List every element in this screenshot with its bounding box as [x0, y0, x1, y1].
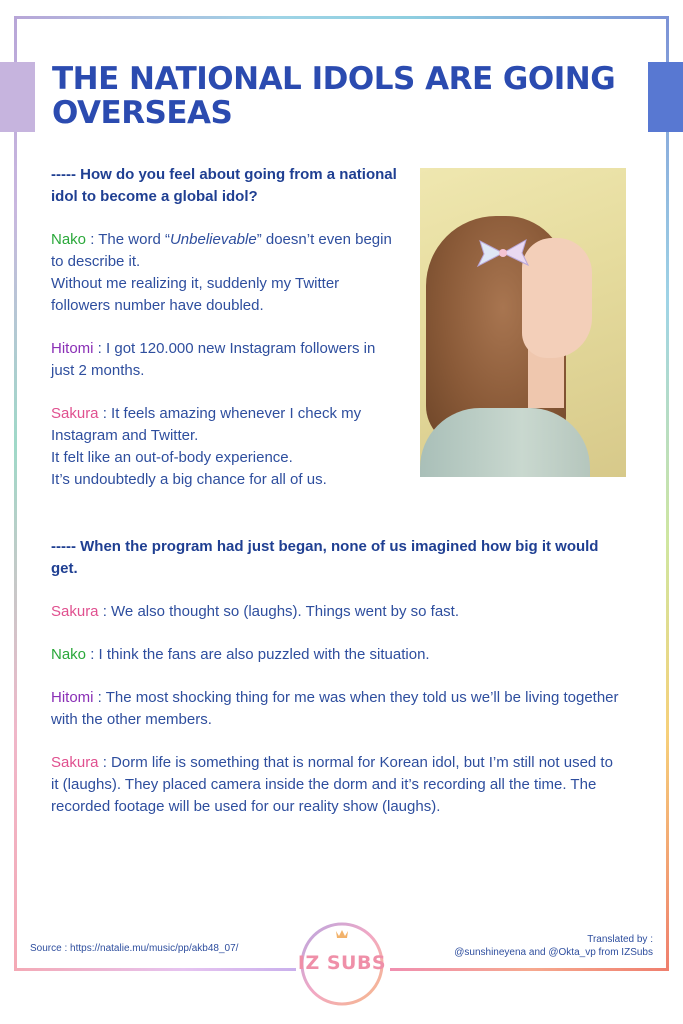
izsubs-logo — [297, 919, 387, 1009]
source-citation: Source : https://natalie.mu/music/pp/akb48_07/ — [30, 943, 239, 954]
hair-bow-icon — [476, 238, 530, 268]
answer-text: I think the fans are also puzzled with the situation. — [98, 646, 430, 663]
answer-text: We also thought so (laughs). Things went by so fast. — [111, 603, 460, 620]
answer-hitomi-2 — [51, 687, 621, 731]
speaker-nako: Nako — [51, 646, 87, 663]
answer-nako-2 — [51, 644, 621, 666]
answer-text-post: ” doesn’t even begin to describe it. — [51, 231, 392, 270]
answer-text-line-3: It’s undoubtedly a big chance for all of us. — [51, 471, 327, 488]
speaker-separator: : — [86, 231, 99, 248]
speaker-hitomi: Hitomi — [51, 689, 94, 706]
speaker-separator: : — [86, 646, 99, 663]
answer-sakura-3 — [51, 752, 621, 818]
answer-text: I got 120.000 new Instagram followers in just 2 months. — [51, 340, 376, 379]
portrait-photo — [420, 168, 626, 477]
page-title: THE NATIONAL IDOLS ARE GOING OVERSEAS — [52, 61, 616, 131]
section-1-question: ----- How do you feel about going from a national idol to become a global idol? — [51, 166, 397, 205]
answer-nako-1 — [51, 229, 401, 317]
speaker-sakura: Sakura — [51, 603, 99, 620]
speaker-nako: Nako — [51, 231, 87, 248]
translated-by-label: Translated by : — [587, 934, 653, 945]
section-2 — [51, 536, 621, 839]
right-accent-tab — [648, 62, 683, 132]
frame-top-border — [14, 16, 669, 19]
speaker-sakura: Sakura — [51, 405, 99, 422]
translation-credits — [393, 933, 653, 959]
translators: @sunshineyena and @Okta_vp from IZSubs — [454, 947, 653, 958]
speaker-separator: : — [98, 405, 112, 422]
speaker-hitomi: Hitomi — [51, 340, 94, 357]
answer-hitomi-1 — [51, 338, 401, 382]
frame-left-border — [14, 16, 17, 971]
answer-text: Dorm life is something that is normal for Korean idol, but I’m still not used to it (laughs). They placed camera inside the dorm and it’s recording all the time. The recorded footage will be used for our reality show (laughs). — [51, 754, 613, 815]
speaker-separator: : — [98, 603, 112, 620]
logo-text: IZ SUBS — [297, 952, 387, 974]
answer-text: The most shocking thing for me was when they told us we’ll be living together with the other members. — [51, 689, 619, 728]
section-2-question: ----- When the program had just began, none of us imagined how big it would get. — [51, 538, 599, 577]
frame-bottom-right-border — [390, 968, 669, 971]
frame-bottom-left-border — [14, 968, 296, 971]
answer-text-italic: Unbelievable — [169, 231, 257, 248]
speaker-separator: : — [93, 340, 107, 357]
speaker-sakura: Sakura — [51, 754, 99, 771]
speaker-separator: : — [93, 689, 106, 706]
speaker-separator: : — [98, 754, 112, 771]
answer-text-extra: Without me realizing it, suddenly my Twitter followers number have doubled. — [51, 275, 340, 314]
answer-text: It feels amazing whenever I check my Instagram and Twitter. — [51, 405, 362, 444]
answer-sakura-1 — [51, 403, 401, 491]
left-accent-tab — [0, 62, 35, 132]
photo-shirt — [420, 408, 590, 477]
frame-right-border — [666, 16, 669, 971]
answer-text-pre: The word “ — [98, 231, 170, 248]
section-1 — [51, 164, 401, 512]
answer-sakura-2 — [51, 601, 621, 623]
answer-text-line-2: It felt like an out-of-body experience. — [51, 449, 293, 466]
photo-face — [522, 238, 592, 358]
